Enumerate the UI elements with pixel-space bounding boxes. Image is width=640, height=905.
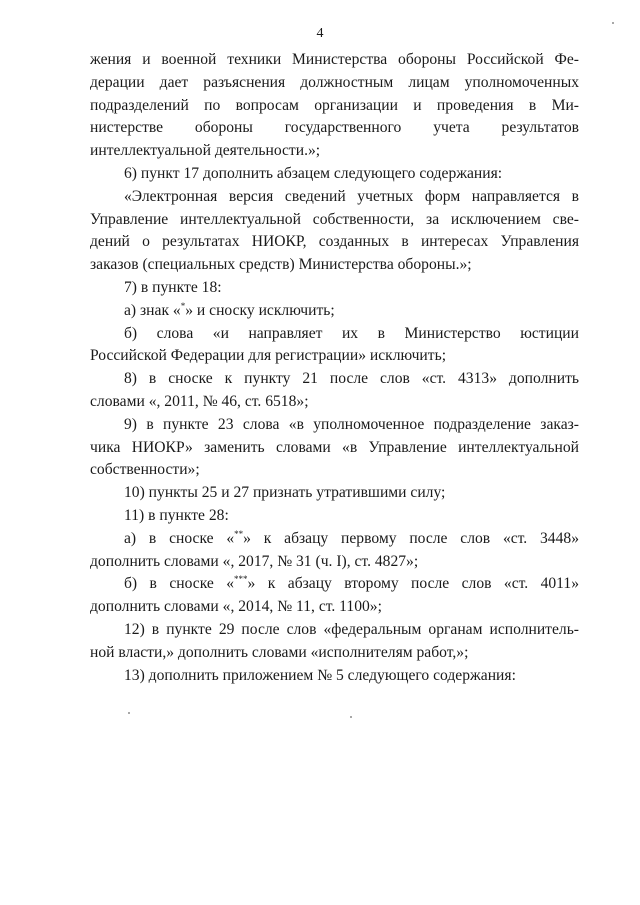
text-line: жения и военной техники Министерства обороны Российской Фе-: [90, 51, 579, 68]
paragraph-item-12: [90, 619, 579, 665]
footnote-mark: **: [234, 528, 244, 539]
text-line: подразделений по вопросам организации и проведения в Ми-: [90, 96, 579, 114]
page-number: 4: [316, 26, 324, 41]
paragraph-item-8: [90, 368, 579, 414]
text-line: ной власти,» дополнить словами «исполнителям работ,»;: [90, 643, 469, 661]
text-line: 9) в пункте 23 слова «в уполномоченное подразделение заказ-: [124, 415, 579, 433]
text-line: чика НИОКР» заменить словами «в Управление интеллектуальной: [90, 438, 579, 456]
paragraph-item-13: [90, 665, 579, 688]
text-line: дополнить словами «, 2017, № 31 (ч. I), ст. 4827»;: [90, 552, 419, 570]
document-body: [90, 49, 579, 687]
text-line: 7) в пункте 18:: [124, 278, 222, 296]
scan-speck: [612, 22, 614, 24]
text-line: «Электронная версия сведений учетных форм направляется в: [124, 187, 579, 205]
text-line: 8) в сноске к пункту 21 после слов «ст. 4313» дополнить: [124, 370, 579, 388]
text-line: 10) пункты 25 и 27 признать утратившими силу;: [124, 484, 446, 502]
text-fragment: » к абзацу второму после слов «ст. 4011»: [247, 575, 579, 593]
paragraph-item-11a: [90, 528, 579, 574]
text-line: 11) в пункте 28:: [124, 506, 229, 524]
text-line: 6) пункт 17 дополнить абзацем следующего содержания:: [124, 164, 503, 182]
paragraph-continuation: [90, 49, 579, 163]
text-fragment: » к абзацу первому после слов «ст. 3448»: [243, 529, 579, 547]
text-line: дерации дает разъяснения должностным лицам уполномоченных: [90, 73, 579, 91]
text-line: дений о результатах НИОКР, созданных в интересах Управления: [90, 233, 579, 251]
text-line: собственности»;: [90, 461, 200, 479]
text-fragment: а) знак «: [124, 301, 181, 319]
text-line: дополнить словами «, 2014, № 11, ст. 1100»;: [90, 598, 382, 616]
text-line: 13) дополнить приложением № 5 следующего содержания:: [124, 666, 516, 684]
paragraph-item-6: [90, 163, 579, 186]
paragraph-item-11: [90, 505, 579, 528]
text-line: 12) в пункте 29 после слов «федеральным органам исполнитель-: [124, 620, 579, 638]
paragraph-item-9: [90, 414, 579, 482]
paragraph-item-7a: [90, 300, 579, 323]
paragraph-item-7: [90, 277, 579, 300]
paragraph-item-7b: [90, 323, 579, 369]
text-fragment: б) в сноске «: [124, 575, 235, 593]
text-line: [90, 573, 579, 596]
paragraph-item-11b: [90, 573, 579, 619]
paragraph-item-10: [90, 482, 579, 505]
paragraph-quote-electronic-version: [90, 186, 579, 277]
text-line: [90, 528, 579, 551]
text-line: Российской Федерации для регистрации» исключить;: [90, 347, 447, 365]
footnote-mark: ***: [234, 574, 248, 585]
text-line: Управление интеллектуальной собственности, за исключением све-: [90, 210, 579, 228]
text-line: заказов (специальных средств) Министерства обороны.»;: [90, 256, 472, 274]
text-line: [90, 300, 579, 323]
text-line: словами «, 2011, № 46, ст. 6518»;: [90, 392, 309, 410]
text-fragment: а) в сноске «: [124, 529, 235, 547]
text-line: нистерстве обороны государственного учета результатов: [90, 119, 579, 137]
scan-speck: [350, 716, 352, 718]
text-fragment: » и сноску исключить;: [185, 301, 335, 319]
footnote-mark: *: [180, 300, 186, 311]
scan-speck: [128, 712, 130, 714]
text-line: б) слова «и направляет их в Министерство юстиции: [124, 324, 579, 342]
text-line: интеллектуальной деятельности.»;: [90, 142, 321, 160]
